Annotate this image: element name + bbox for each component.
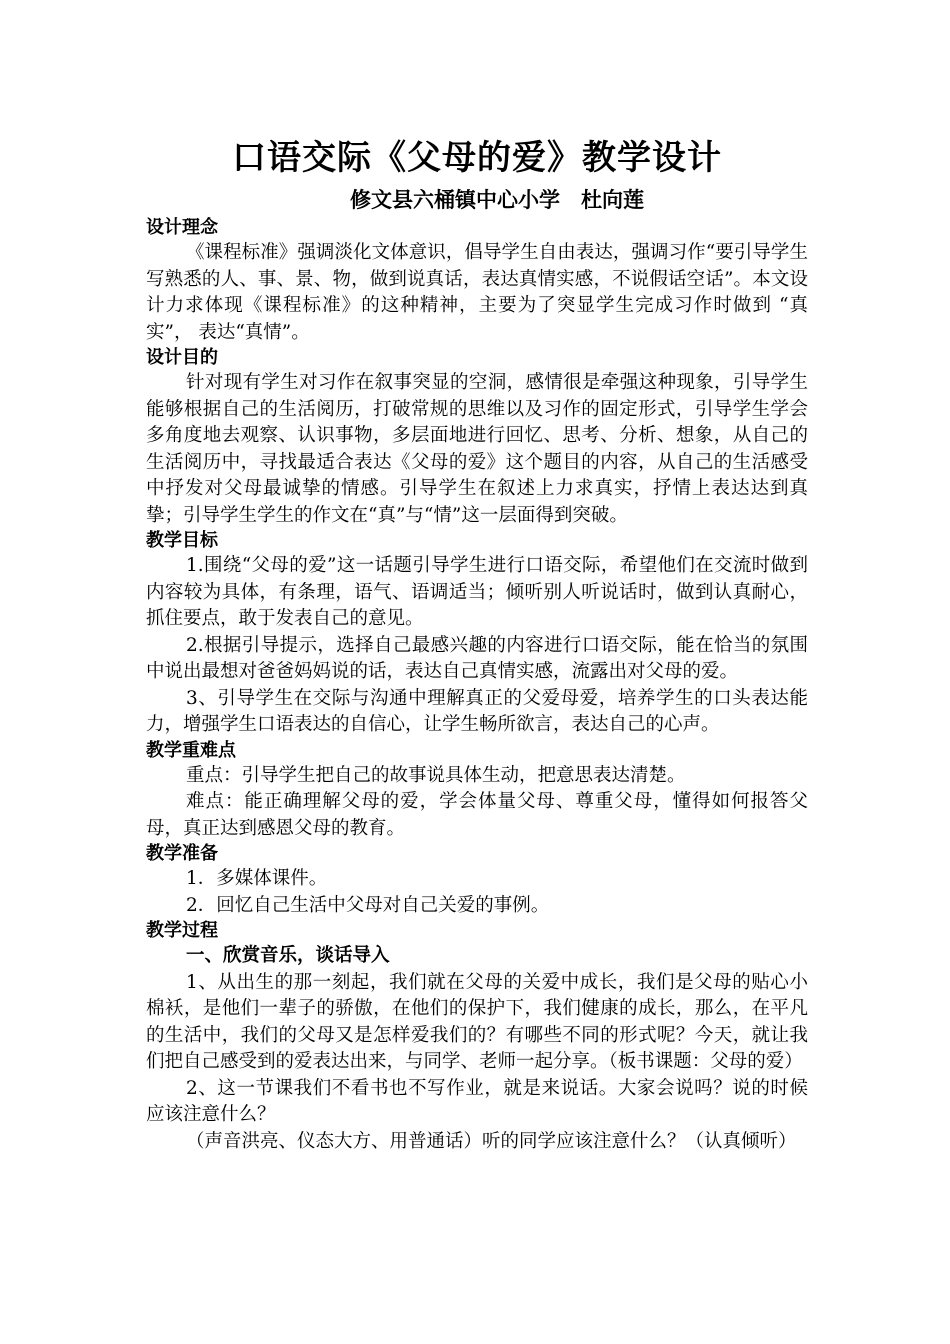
purpose-paragraph: 针对现有学生对习作在叙事突显的空洞，感情很是牵强这种现象，引导学生能够根据自己的生活阅历，打破常规的思维以及习作的固定形式，引导学生学会多角度地去观察、认识事物，多层面地进行回忆、思考、分析、想象，从自己的生活阅历中，寻找最适合表达《父母的爱》这个题目的内容，从自己的生活感受中抒发对父母最诚挚的情感。引导学生在叙述上力求真实，抒情上表达达到真挚；引导学生学生的作文在“真”与“情”这一层面得到突破。 <box>146 372 808 526</box>
prep-item-1: 1．多媒体课件。 <box>186 868 328 889</box>
process-step-heading: 一、欣赏音乐，谈话导入 <box>186 945 390 966</box>
process-paragraph-3: （声音洪亮、仪态大方、用普通话）听的同学应该注意什么？（认真倾听） <box>186 1130 797 1152</box>
document-title: 口语交际《父母的爱》教学设计 <box>232 138 722 178</box>
goal-item-2: 2.根据引导提示，选择自己最感兴趣的内容进行口语交际，能在恰当的氛围中说出最想对爸爸妈妈说的话，表达自己真情实感，流露出对父母的爱。 <box>146 634 808 682</box>
section-heading-process: 教学过程 <box>146 920 218 941</box>
goal-item-1: 1.围绕“父母的爱”这一话题引导学生进行口语交际，希望他们在交流时做到内容较为具体，有条理，语气、语调适当；倾听别人听说话时，做到认真耐心，抓住要点，敢于发表自己的意见。 <box>146 555 808 629</box>
section-heading-goals: 教学目标 <box>146 530 218 551</box>
document-author-line: 修文县六桶镇中心小学 杜向莲 <box>350 188 644 212</box>
process-paragraph-1: 1、从出生的那一刻起，我们就在父母的关爱中成长，我们是父母的贴心小棉袄，是他们一辈子的骄傲，在他们的保护下，我们健康的成长，那么，在平凡的生活中，我们的父母又是怎样爱我们的？有哪些不同的形式呢？今天，就让我们把自己感受到的爱表达出来，与同学、老师一起分享。（板书课题：父母的爱） <box>146 971 808 1072</box>
keypoint-focus: 重点：引导学生把自己的故事说具体生动，把意思表达清楚。 <box>186 764 686 786</box>
section-heading-purpose: 设计目的 <box>146 347 218 368</box>
section-heading-concept: 设计理念 <box>146 217 218 238</box>
keypoint-difficulty: 难点：能正确理解父母的爱，学会体量父母、尊重父母，懂得如何报答父母，真正达到感恩父母的教育。 <box>146 791 808 839</box>
concept-paragraph: 《课程标准》强调淡化文体意识，倡导学生自由表达，强调习作“要引导学生写熟悉的人、事、景、物，做到说真话，表达真情实感，不说假话空话”。本文设计力求体现《课程标准》的这种精神，主要为了突显学生完成习作时做到 “真实”， 表达“真情”。 <box>146 242 808 343</box>
section-heading-keypoints: 教学重难点 <box>146 739 236 761</box>
prep-item-2: 2．回忆自己生活中父母对自己关爱的事例。 <box>186 894 550 916</box>
goal-item-3: 3、引导学生在交际与沟通中理解真正的父爱母爱，培养学生的口头表达能力，增强学生口语表达的自信心，让学生畅所欲言，表达自己的心声。 <box>146 687 808 735</box>
section-heading-prep: 教学准备 <box>146 843 218 864</box>
process-paragraph-2: 2、这一节课我们不看书也不写作业，就是来说话。大家会说吗？说的时候应该注意什么？ <box>146 1077 808 1125</box>
